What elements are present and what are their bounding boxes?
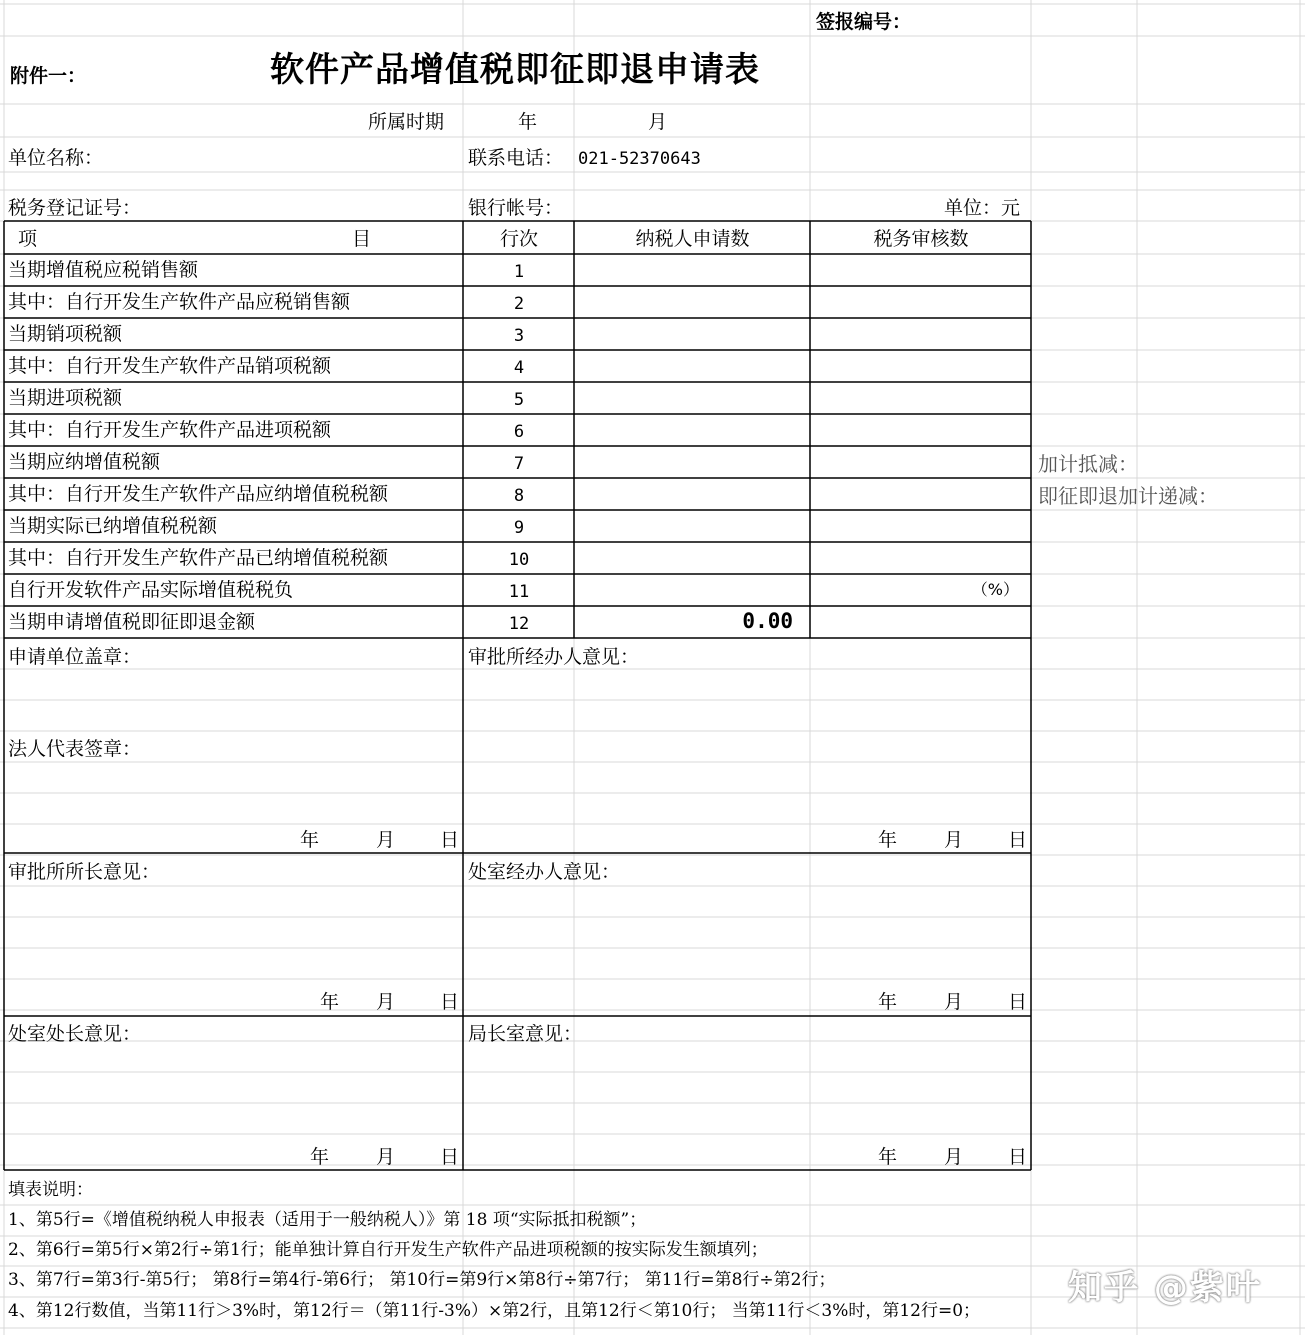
section-clerk-opinion-label: 处室经办人意见： <box>468 861 621 883</box>
row-item-label: 自行开发软件产品实际增值税税负 <box>8 579 294 601</box>
header-applicant: 纳税人申请数 <box>635 228 750 250</box>
header-item-a: 项 <box>18 228 38 250</box>
bank-label: 银行帐号： <box>468 197 564 219</box>
signoff-label: 签报编号： <box>816 11 912 33</box>
date-year: 年 <box>878 1146 898 1168</box>
row-number: 9 <box>513 518 525 538</box>
date-month: 月 <box>944 829 964 851</box>
notes-line-4: 4、第12行数值，当第11行＞3%时，第12行＝（第11行-3%）×第2行，且第12行＜第10行； 当第11行＜3%时，第12行=0； <box>8 1301 981 1321</box>
date-year: 年 <box>300 829 320 851</box>
date-year: 年 <box>320 991 340 1013</box>
row-number: 5 <box>513 390 525 410</box>
row-item-label: 其中：自行开发生产软件产品应税销售额 <box>8 291 351 313</box>
phone-value: 021-52370643 <box>578 149 701 169</box>
row-item-label: 当期增值税应税销售额 <box>8 259 199 281</box>
row-number: 11 <box>508 582 530 602</box>
row-number: 7 <box>513 454 525 474</box>
date-day: 日 <box>440 1146 460 1168</box>
date-year: 年 <box>878 991 898 1013</box>
watermark: 知乎 @紫叶 <box>1068 1268 1262 1308</box>
date-month: 月 <box>944 991 964 1013</box>
date-day: 日 <box>440 991 460 1013</box>
section-chief-opinion-label: 处室处长意见： <box>8 1023 142 1045</box>
period-year: 年 <box>518 111 538 133</box>
row-number: 1 <box>513 262 525 282</box>
side-note-reduction: 即征即退加计递减： <box>1038 484 1218 508</box>
row-item-label: 其中：自行开发生产软件产品已纳增值税税额 <box>8 547 389 569</box>
row-number: 12 <box>508 614 530 634</box>
date-day: 日 <box>1008 829 1028 851</box>
row-item-label: 当期申请增值税即征即退金额 <box>8 611 256 633</box>
unit-name-label: 单位名称： <box>8 147 104 169</box>
row-applicant-value: 0.00 <box>742 609 793 633</box>
notes-line-2: 2、第6行=第5行×第2行÷第1行；能单独计算自行开发生产软件产品进项税额的按实际发生额填列； <box>8 1240 768 1260</box>
row-number: 10 <box>508 550 530 570</box>
bureau-opinion-label: 局长室意见： <box>468 1023 583 1045</box>
row-item-label: 当期应纳增值税额 <box>8 451 161 473</box>
director-opinion-label: 审批所所长意见： <box>8 861 161 883</box>
date-year: 年 <box>878 829 898 851</box>
row-item-label: 当期销项税额 <box>8 323 123 345</box>
page-title: 软件产品增值税即征即退申请表 <box>270 50 760 90</box>
notes-heading: 填表说明： <box>8 1180 93 1200</box>
period-month: 月 <box>648 111 668 133</box>
date-day: 日 <box>1008 1146 1028 1168</box>
applicant-seal-label: 申请单位盖章： <box>8 646 142 668</box>
row-number: 6 <box>513 422 525 442</box>
notes-line-1: 1、第5行=《增值税纳税人申报表（适用于一般纳税人）》第 18 项“实际抵扣税额”； <box>8 1210 647 1230</box>
header-audit: 税务审核数 <box>873 228 969 250</box>
row-number: 2 <box>513 294 525 314</box>
legal-rep-label: 法人代表签章： <box>8 738 142 760</box>
row-item-label: 当期实际已纳增值税税额 <box>8 515 218 537</box>
row-item-label: 当期进项税额 <box>8 387 123 409</box>
row-item-label: 其中：自行开发生产软件产品销项税额 <box>8 355 332 377</box>
row-item-label: 其中：自行开发生产软件产品应纳增值税税额 <box>8 483 389 505</box>
phone-label: 联系电话： <box>468 147 564 169</box>
notes-line-3: 3、第7行=第3行-第5行； 第8行=第4行-第6行； 第10行=第9行×第8行÷第7行； 第11行=第8行÷第2行； <box>8 1270 836 1290</box>
row-audit-value: （%） <box>971 580 1019 599</box>
date-day: 日 <box>440 829 460 851</box>
row-item-label: 其中：自行开发生产软件产品进项税额 <box>8 419 332 441</box>
row-number: 4 <box>513 358 525 378</box>
examiner-opinion-label: 审批所经办人意见： <box>468 646 640 668</box>
row-number: 3 <box>513 326 525 346</box>
date-day: 日 <box>1008 991 1028 1013</box>
side-note-deduction: 加计抵减： <box>1038 452 1138 476</box>
date-month: 月 <box>944 1146 964 1168</box>
date-year: 年 <box>310 1146 330 1168</box>
row-number: 8 <box>513 486 525 506</box>
date-month: 月 <box>376 1146 396 1168</box>
currency-label: 单位：元 <box>944 197 1021 219</box>
date-month: 月 <box>376 991 396 1013</box>
header-row-no: 行次 <box>499 228 538 250</box>
header-item-b: 目 <box>352 228 372 250</box>
tax-reg-label: 税务登记证号： <box>8 197 142 219</box>
period-label: 所属时期 <box>368 111 445 133</box>
date-month: 月 <box>376 829 396 851</box>
attachment-label: 附件一： <box>10 65 87 87</box>
